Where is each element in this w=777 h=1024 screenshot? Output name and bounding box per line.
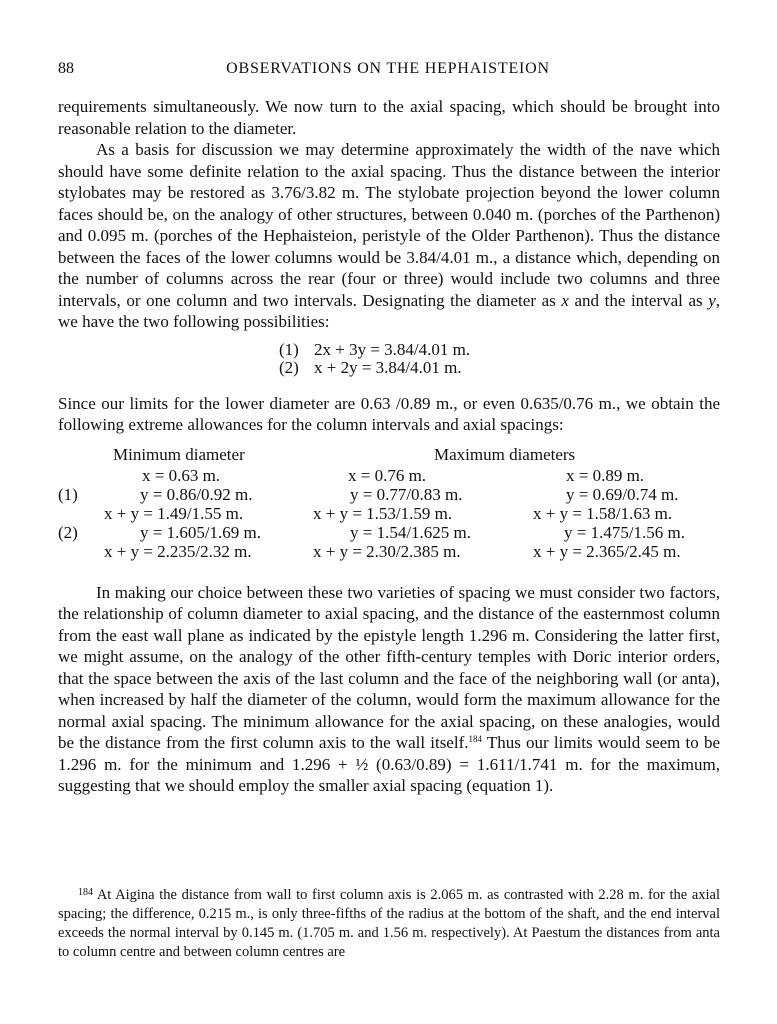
equation-expression: x + 2y = 3.84/4.01 m. [314, 357, 462, 377]
table-cell: x = 0.76 m. [348, 465, 427, 485]
equations [58, 341, 720, 377]
paragraph-2 [58, 139, 720, 333]
body-text [58, 96, 720, 797]
table-cell: x + y = 2.30/2.385 m. [313, 541, 461, 561]
table-header-maximum: Maximum diameters [434, 444, 576, 464]
table-cell: x + y = 2.235/2.32 m. [104, 541, 252, 561]
paragraph-2-mid: and the interval as [574, 290, 703, 310]
footnote [58, 883, 720, 962]
table-cell: x = 0.63 m. [142, 465, 221, 485]
table-cell: y = 0.69/0.74 m. [566, 484, 679, 504]
table-cell: y = 1.605/1.69 m. [140, 522, 262, 542]
table-cell: x + y = 1.53/1.59 m. [313, 503, 453, 523]
footnote-marker: 184 [78, 887, 93, 898]
equation-row [58, 359, 720, 377]
table-row-label: (1) [58, 484, 78, 504]
table-cell: x + y = 1.49/1.55 m. [104, 503, 244, 523]
paragraph-4 [58, 582, 720, 797]
paragraph-1: requirements simultaneously. We now turn to the axial spacing, which should be brought into reasonable relation to the diameter. [58, 97, 720, 138]
footnote-reference: 184 [468, 734, 482, 744]
paragraph-4-end: Thus our limits would seem to be 1.296 m. for the minimum and 1.296 + ½ (0.63/0.89) = 1.611/1.741 m. for the maximum, suggesting that we should employ the smaller axial spacing (equation 1). [58, 733, 720, 795]
var-y: y [708, 290, 716, 310]
page-number: 88 [58, 60, 74, 77]
table-cell: y = 1.54/1.625 m. [350, 522, 472, 542]
equation-number: (1) [279, 339, 299, 359]
table-header-minimum: Minimum diameter [113, 444, 245, 464]
table-cell: x + y = 2.365/2.45 m. [533, 541, 681, 561]
table-cell: x + y = 1.58/1.63 m. [533, 503, 673, 523]
page-header [58, 60, 718, 84]
var-x: x [561, 290, 569, 310]
equation-row [58, 341, 720, 359]
paragraph-3: Since our limits for the lower diameter are 0.63 /0.89 m., or even 0.635/0.76 m., we obtain the following extreme allowances for the column intervals and axial spacings: [58, 393, 720, 434]
equation-number: (2) [279, 357, 299, 377]
table-row-label: (2) [58, 522, 78, 542]
paragraph-4-text: In making our choice between these two varieties of spacing we must consider two factors, the relationship of column diameter to axial spacing, and the distance of the easternmost column from the east wall plane as indicated by the epistyle length 1.296 m. Considering the latter first, we might assume, on the analogy of the other fifth-century temples with Doric interior orders, that the space between the axis of the last column and the face of the neighboring wall (or anta), when increased by half the diameter of the column, would form the maximum allowance for the normal axial spacing. The minimum allowance for the axial spacing, on these analogies, would be the distance from the first column axis to the wall itself. [58, 582, 720, 752]
footnote-text: At Aigina the distance from wall to first column axis is 2.065 m. as contrasted with 2.28 m. for the axial spacing; the difference, 0.215 m., is only three-fifths of the radius at the bottom of the shaft, and the end interval exceeds the normal interval by 0.145 m. (1.705 m. and 1.56 m. respectively). At Paestum the distances from anta to column centre and between column centres are [58, 887, 720, 960]
spacing-table [58, 444, 720, 566]
table-cell: y = 1.475/1.56 m. [564, 522, 686, 542]
table-cell: y = 0.86/0.92 m. [140, 484, 253, 504]
equation-expression: 2x + 3y = 3.84/4.01 m. [314, 339, 471, 359]
paragraph-2-text: As a basis for discussion we may determine approximately the width of the nave which should have some definite relation to the axial spacing. Thus the distance between the interior stylobates may be restored as 3.76/3.82 m. The stylobate projection beyond the lower column faces should be, on the analogy of other structures, between 0.040 m. (porches of the Parthenon) and 0.095 m. (porches of the Hephaisteion, peristyle of the Older Parthenon). Thus the distance between the faces of the lower columns would be 3.84/4.01 m., a distance which, depending on the number of columns across the rear (four or three) would include two columns and three intervals, or one column and two intervals. Designating the diameter as [58, 140, 720, 310]
paragraph-2-end: , we have the two following possibilities: [58, 290, 721, 331]
running-title: OBSERVATIONS ON THE HEPHAISTEION [226, 60, 550, 77]
table-cell: y = 0.77/0.83 m. [350, 484, 463, 504]
table-cell: x = 0.89 m. [566, 465, 645, 485]
